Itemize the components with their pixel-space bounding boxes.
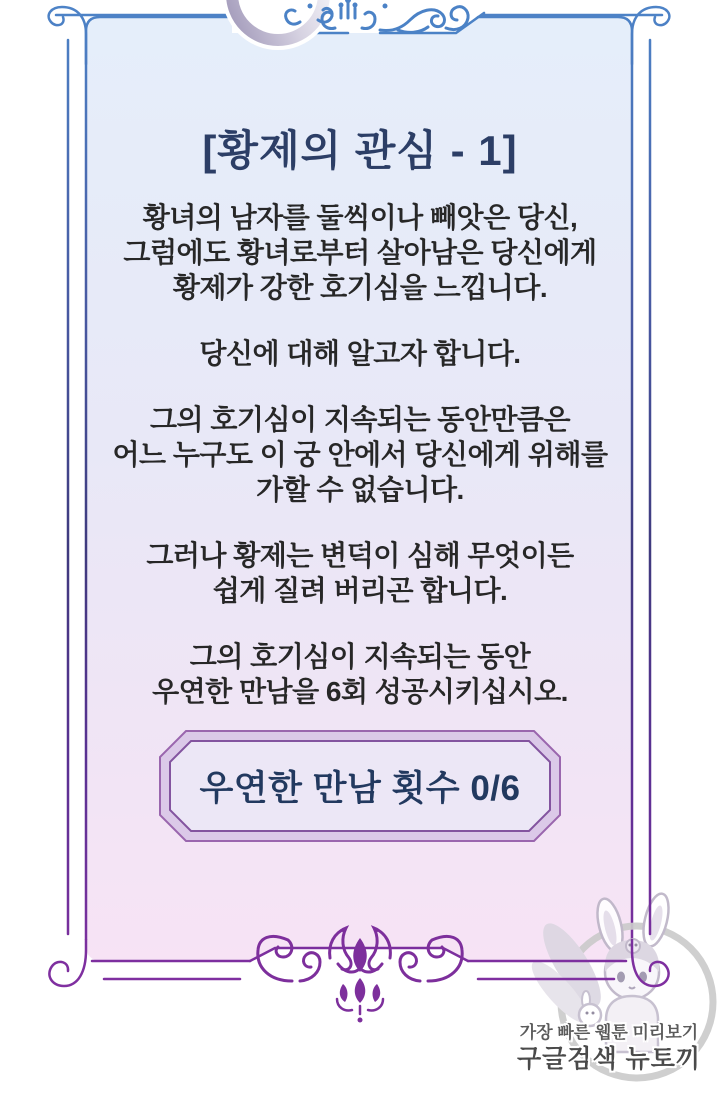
system-message-title: [황제의 관심 - 1] — [202, 127, 518, 174]
watermark-line1: 가장 빠른 웹툰 미리보기 — [519, 1023, 699, 1042]
quest-counter-label: 우연한 만남 횟수 0/6 — [199, 769, 521, 808]
paragraph-goal: 당신에 대해 알고자 합니다. — [199, 338, 521, 369]
paragraph-mission: 그의 호기심이 지속되는 동안 우연한 만남을 6회 성공시키십시오. — [152, 641, 568, 707]
watermark-line2: 구글검색 뉴토끼 — [517, 1045, 701, 1073]
paragraph-warning: 그러나 황제는 변덕이 심해 무엇이든 쉽게 질려 버리곤 합니다. — [146, 540, 574, 606]
paragraph-intro: 황녀의 남자를 둘씩이나 빼앗은 당신, 그럼에도 황녀로부터 살아남은 당신에게 황제가 강한 호기심을 느낍니다. — [123, 202, 597, 303]
quest-counter-box — [160, 731, 560, 841]
paragraph-protection: 그의 호기심이 지속되는 동안만큼은 어느 누구도 이 궁 안에서 당신에게 위해를 가할 수 없습니다. — [112, 404, 608, 505]
